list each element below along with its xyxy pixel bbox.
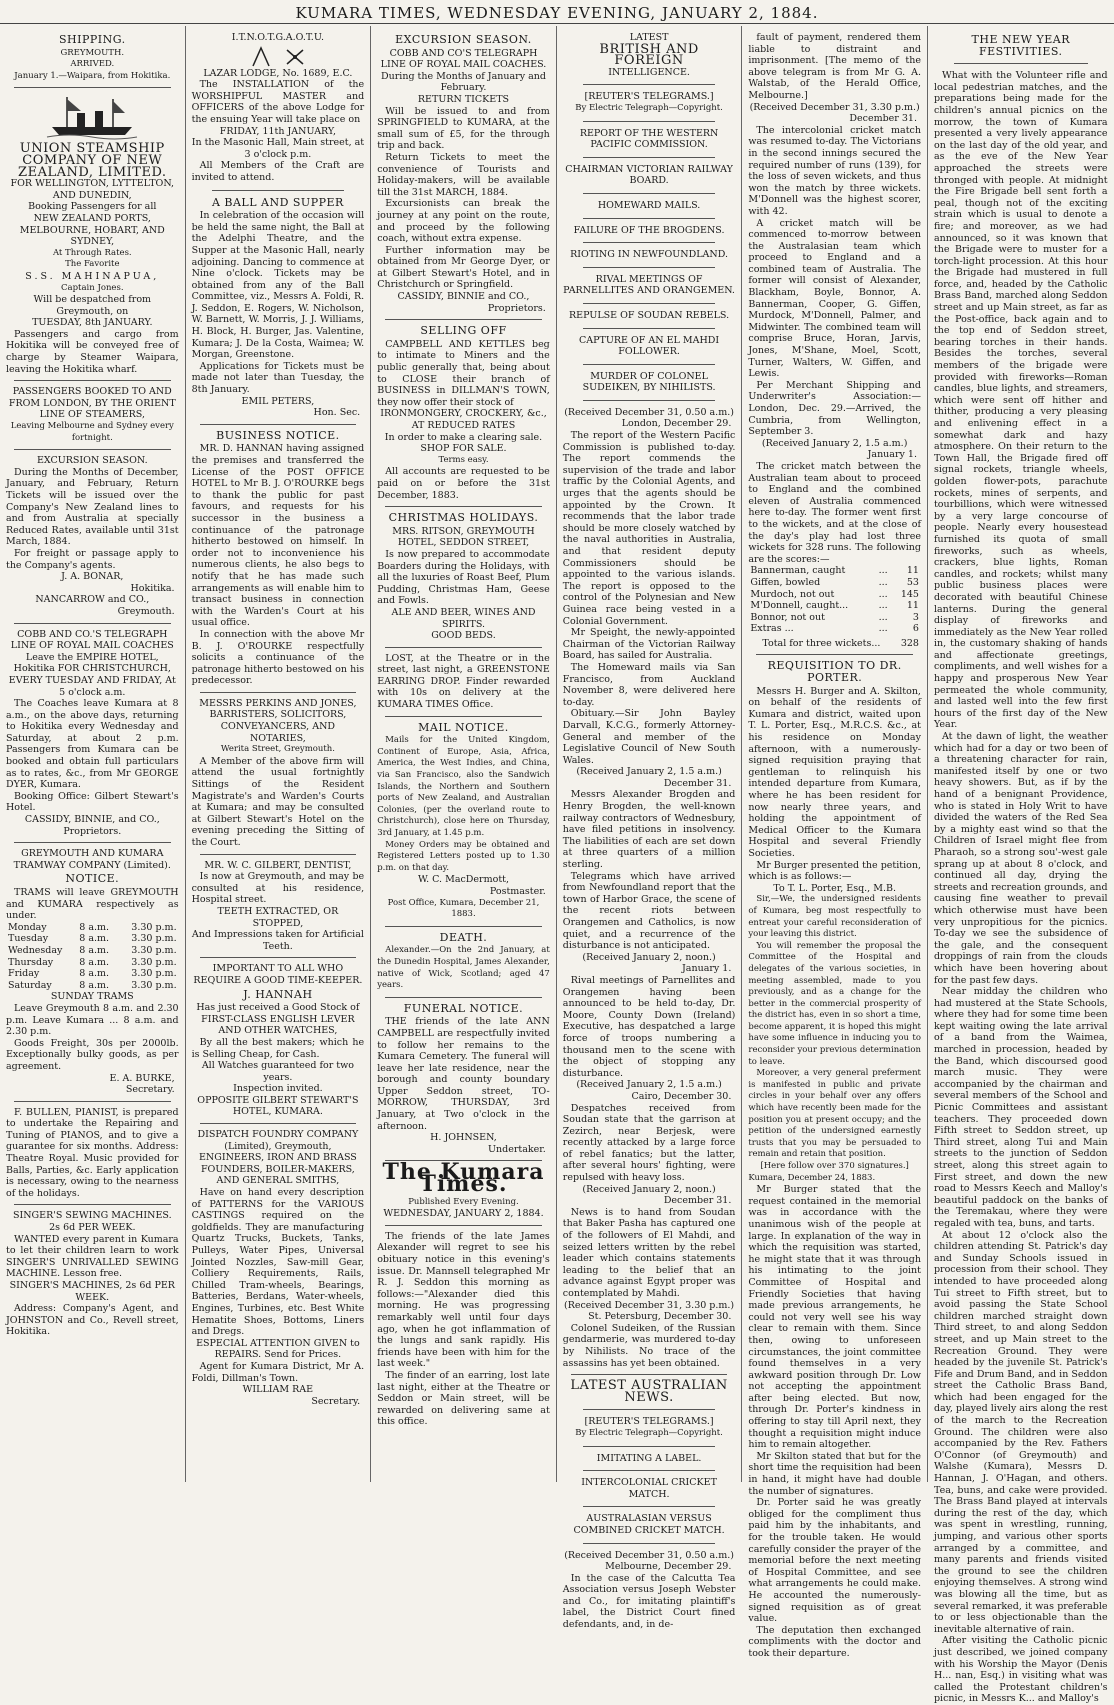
teeth-heading: TEETH EXTRACTED, OR STOPPED, (217, 905, 339, 929)
lodge-acronym: I.T.N.O.T.G.A.O.T.U. (231, 32, 324, 43)
usco-favorite: The Favorite (65, 259, 120, 270)
good-beds: GOOD BEDS. (431, 630, 496, 642)
column-4 (557, 26, 743, 1631)
masonic-emblem-icon (243, 44, 313, 68)
news-para-11: In the case of the Calcutta Tea Association versus Joseph Webster and Co., for imitating plaintiff's label, the District Court fined defendants, and, in de- (562, 1572, 736, 1631)
dispatch-agent: Agent for Kumara District, Mr A. Foldi, Dillman's Town. (191, 1360, 365, 1384)
funeral-signature-title: Undertaker. (488, 1143, 546, 1155)
timetable-row (6, 957, 179, 969)
received-3: (Received January 2, noon.) (582, 951, 716, 963)
business-heading: BUSINESS NOTICE. (216, 428, 340, 442)
timetable-cell: 3.30 p.m. (131, 944, 177, 956)
dateline-1: London, December 29. (621, 418, 732, 430)
by-telegraph-2: By Electric Telegraph—Copyright. (575, 1427, 723, 1438)
column-3 (371, 26, 557, 1482)
arrival-entry: January 1.—Waipara, from Hokitika. (14, 70, 171, 81)
festivities-heading: THE NEW YEAR FESTIVITIES. (971, 33, 1070, 58)
score-cell: 11 (906, 565, 919, 577)
news-head-1: REPORT OF THE WESTERN PACIFIC COMMISSION. (579, 127, 719, 151)
score-cell: 6 (912, 623, 919, 635)
death-heading: DEATH. (439, 930, 488, 944)
lost-notice: LOST, at the Theatre or in the street, last night, a GREENSTONE EARRING DROP. Finder rewarded with 10s on delivery at the KUMARA TIMES Office. (377, 652, 550, 711)
timetable-cell: 3.30 p.m. (131, 979, 177, 991)
ball-signature: EMIL PETERS, (241, 395, 315, 407)
received-5: (Received January 2, noon.) (582, 1183, 716, 1195)
timetable-cell: 8 a.m. (79, 968, 110, 980)
timetable-cell: 3.30 p.m. (131, 968, 177, 980)
steamship-icon (47, 93, 137, 139)
req-para-5: Moreover, a very general preferment is manifested in public and private circles in your behalf over any offers which have recently been made for the position you at present occupy; and the petition of the undersigned earnestly trusts that you may be persuaded to remain and retain that position. (748, 1068, 921, 1160)
tramway-heading: GREYMOUTH AND KUMARA TRAMWAY COMPANY (Limited). (13, 848, 171, 871)
intelligence-label: INTELLIGENCE. (608, 66, 690, 78)
ball-heading: A BALL AND SUPPER (211, 195, 344, 209)
score-row (748, 589, 921, 601)
score-cell: 53 (906, 576, 919, 588)
timetable-row (6, 922, 179, 934)
score-cell: ... (878, 611, 888, 623)
tram-text: TRAMS will leave GREYMOUTH and KUMARA respectively as under. (6, 887, 179, 922)
score-row (748, 612, 921, 624)
australian-news-heading: LATEST AUSTRALIAN NEWS. (570, 1378, 728, 1405)
req-para-6: Mr Burger stated that the request contained in the memorial was in accordance with the unanimous wish of the people at large. In explanation of the way in which the requisition was started, he might state that it was through his intimating to the joint Committee of Hospital and Friendly Societies that having made previous arrangements, he could not very well see his way clear to remain with them. Since then, owing to unforeseen circumstances, the joint committee found themselves in a very awkward position through Dr. Low not accepting the appointment after being elected. But now, through Dr. Porter's kindness in offering to stay till April next, they thought a requisition might induce him to remain altogether. (748, 1184, 921, 1451)
dispatch-signature: WILLIAM RAE (242, 1384, 314, 1396)
ritson-heading: MRS. RITSON, GREYMOUTH HOTEL, SEDDON STREET, (392, 525, 535, 549)
reuters-label-2: [REUTER'S TELEGRAMS.] (584, 1416, 714, 1428)
timetable-cell: 3.30 p.m. (131, 956, 177, 968)
issue-date: WEDNESDAY, JANUARY 2, 1884. (383, 1208, 544, 1220)
news-head-8: CAPTURE OF AN EL MAHDI FOLLOWER. (579, 334, 720, 358)
timetable-cell: Wednesday (8, 944, 63, 956)
dateline-4: Cairo, December 30. (631, 1090, 732, 1102)
masthead: KUMARA TIMES, WEDNESDAY EVENING, JANUARY 2, 1884. (0, 0, 1114, 24)
cont-para-2: The intercolonial cricket match was resumed to-day. The Victorians in the second innings secured the required number of runs (139), for the loss of seven wickets, and thus won the match by three wickets. M'Donnell was the highest scorer, with 42. (748, 124, 921, 217)
agent-1-loc: Hokitika. (130, 582, 175, 594)
usco-despatch: Will be despatched from Greymouth, on (33, 294, 152, 317)
usco-title: UNION STEAMSHIP COMPANY OF NEW ZEALAND, LIMITED. (18, 141, 167, 180)
cobb-heading: COBB AND CO'S TELEGRAPH LINE OF ROYAL MAIL COACHES. (380, 47, 547, 71)
latest-label: LATEST (629, 32, 669, 43)
captain: Captain Jones. (61, 282, 124, 293)
fest-para-5: After visiting the Catholic picnic just described, we joined company with his Worship the Mayor (Denis H... nan, Esq.) in visiting what was called the Protestant children's picnic, in Messrs K... and Malloy's (933, 1635, 1108, 1705)
cobb-office: Booking Office: Gilbert Stewart's Hotel. (6, 790, 179, 814)
received-6: (Received December 31, 3.30 p.m.) (564, 1299, 735, 1311)
req-para-1: Messrs H. Burger and A. Skilton, on behalf of the residents of Kumara and district, waited upon T. L. Porter, Esq., M.R.C.S. &c., at his residence on Monday afternoon, with a numerously-signed requisition praying that gentleman to relinquish his intended departure from Kumara, where he has been resident for now nearly three years, and holding the appointment of Medical Officer to the Kumara Hospital and several Friendly Societies. (748, 685, 921, 859)
accounts: All accounts are requested to be paid on or before the 31st December, 1883. (377, 466, 550, 501)
selling-ironmongery: IRONMONGERY, CROCKERY, &c., AT REDUCED RATES (380, 408, 547, 431)
mail-heading: MAIL NOTICE. (418, 720, 509, 734)
death-text: Alexander.—On the 2nd January, at the Dunedin Hospital, James Alexander, native of Wick, Scotland; aged 47 years. (377, 945, 550, 991)
score-cell: ... (878, 600, 888, 612)
shipping-heading: SHIPPING. (58, 33, 126, 46)
dispatch-signature-title: Secretary. (311, 1395, 361, 1407)
excursion-text: During the Months of December, January, and February, Return Tickets will be issued over the Company's New Zealand lines to and from Australia at specially Reduced Rates, available until 31st March, 1884. (6, 466, 179, 548)
by-telegraph: By Electric Telegraph—Copyright. (575, 102, 723, 113)
tram-signature: E. A. BURKE, (109, 1072, 175, 1084)
agent-2-loc: Greymouth. (117, 605, 175, 617)
news-para-4: Obituary.—Sir John Bayley Darvall, K.C.G., formerly Attorney-General and member of the Legislative Council of New South Wales. (562, 708, 736, 766)
cont-para-5: The cricket match between the Australian team about to proceed to England and the combined eleven of Australia commenced here to-day. The former went first to the wickets, and at the close of the day's play had lost three wickets for 328 runs. The following are the scores:— (748, 460, 921, 565)
news-para-7: Rival meetings of Parnellites and Orangemen having been announced to be held to-day, Dr. Moore, County Down (Ireland) Executive, has despatched a large force of troops numbering a thousand men to the scene with the object of stopping any disturbance. (562, 974, 736, 1079)
singer-price: 2s 6d PER WEEK. (49, 1222, 136, 1234)
shop-for-sale: SHOP FOR SALE. (420, 443, 507, 455)
usco-ports: NEW ZEALAND PORTS, MELBOURNE, HOBART, AND SYDNEY, (19, 212, 165, 248)
hannah-text: Has just received a Good Stock of FIRST-CLASS ENGLISH LEVER AND OTHER WATCHES, (196, 1002, 360, 1037)
agent-1: J. A. BONAR, (61, 571, 124, 583)
hannah-text-2: By all the best makers; which he is Selling Cheap, for Cash. (191, 1036, 365, 1060)
timetable-cell: Friday (8, 968, 40, 980)
news-para-8: Despatches received from Soudan state that the garrison at Zezirch, near Berjesk, were recently attacked by a large force of rebel fanatics; but the latter, after several hours' fighting, were repulsed with heavy loss. (562, 1102, 736, 1184)
selling-text: CAMPBELL AND KETTLES beg to intimate to Miners and the public generally that, being about to CLOSE their branch of BUSINESS in DILLMAN'S TOWN, they now offer their stock of (377, 338, 550, 408)
reuters-label: [REUTER'S TELEGRAMS.] (584, 91, 714, 103)
news-para-6: Telegrams which have arrived from Newfoundland report that the town of Harbor Grace, the scene of the recent riots between Orangemen and Catholics, is now quiet, and a recurrence of the disturbance is not anticipated. (562, 870, 736, 952)
tram-timetable (6, 922, 179, 992)
column-2 (186, 26, 372, 1482)
news-head-5: RIOTING IN NEWFOUNDLAND. (570, 249, 729, 261)
dispatch-heading: DISPATCH FOUNDRY COMPANY (Limited), Greymouth, ENGINEERS, IRON AND BRASS FOUNDERS, BOILER-MAKERS, AND GENERAL SMITHS, (197, 1129, 359, 1187)
req-para-7: Mr Skilton stated that but for the short time the requisition had been in hand, it might have had double the number of signatures. (748, 1450, 921, 1497)
dateline-6: St. Petersburg, December 30. (588, 1311, 732, 1323)
teeth-text: And Impressions taken for Artificial Teeth. (191, 929, 364, 952)
fest-para-4: At about 12 o'clock also the children attending St. Patrick's day and Sunday Schools issued in procession from their school. They intended to have proceeded along Tui street to Fifth street, but to avoid passing the State School children marched straight down Third street, to and along Seddon street, and up Main street to the Recreation Ground. They were headed by the juvenile St. Patrick's Fife and Drum Band, and in Seddon street the Catholic Brass Band, which had been engaged for the day, played lively airs along the rest of the march to the Recreation Ground. The children were also accompanied by the Rev. Fathers O'Connor (of Greymouth) and Walshe (Kumara), Messrs D. Hannan, J. O'Hagan, and others. Tea, buns, and cake were provided. The Brass Band played at intervals during the rest of the day, which was spent in wrestling, running, jumping, and various other sports arranged by a committee, and many parents and friends visited the ground to see the children enjoying themselves. A strong wind was blowing all the time, but as several remarked, it was preferable to or less objectionable than the inevitable alternative of rain. (933, 1229, 1108, 1635)
req-para-9: The deputation then exchanged compliments with the doctor and took their departure. (748, 1624, 921, 1659)
install-date: FRIDAY, 11th JANUARY, (219, 125, 336, 137)
excursion-heading: EXCURSION SEASON. (395, 33, 532, 46)
usco-booking: Booking Passengers for all (28, 201, 157, 213)
editorial-text-2: The finder of an earring, lost late last night, either at the Theatre or Seddon or Main street, will be rewarded on delivering same at this office. (377, 1369, 550, 1428)
received-7: (Received December 31, 0.50 a.m.) (564, 1549, 734, 1561)
ball-application: Applications for Tickets must be made not later than Tuesday, the 8th January. (191, 360, 365, 396)
timetable-cell: 3.30 p.m. (131, 933, 177, 945)
timetable-cell: Monday (8, 921, 47, 933)
inspection: Inspection invited. (233, 1083, 323, 1095)
orient-heading: PASSENGERS BOOKED TO AND FROM LONDON, BY THE ORIENT LINE OF STEAMERS, (8, 386, 176, 421)
mail-signature: W. C. MacDermott, (417, 874, 509, 886)
funeral-heading: FUNERAL NOTICE. (403, 1001, 524, 1015)
fest-para-3: Near midday the children who had mustered at the State Schools, where they had for some time been kept waiting owing the late arrival of a band from the Waimea, marched in procession, headed by the Band, which discoursed good march music. They were accompanied by the chairman and several members of the School and Picnic Committees and assistant teachers. They proceeded down Fifth street to Seddon street, up Third street, along Tui and Main streets to the junction of Seddon street, along this street again to First street, and down the new road to Messrs Keech and Malloy's beautiful paddock on the banks of the Teremakau, where they were regaled with tea, buns, and tarts. (933, 986, 1108, 1229)
timetable-cell: Tuesday (8, 933, 49, 945)
singer-address: Address: Company's Agent, and JOHNSTON and Co., Revell street, Hokitika. (6, 1303, 179, 1338)
score-cell: Bonnor, not out (750, 611, 825, 623)
dispatch-repairs: ESPECIAL ATTENTION GIVEN to REPAIRS. Send for Prices. (196, 1337, 360, 1361)
req-para-2: Mr Burger presented the petition, which is as follows:— (748, 859, 921, 883)
cobb-months: During the Months of January and February. (381, 70, 546, 94)
score-cell: Giffen, bowled (750, 576, 821, 588)
timetable-cell: 8 a.m. (79, 944, 110, 956)
score-row (748, 623, 921, 635)
received-1: (Received December 31, 0.50 a.m.) (564, 406, 734, 418)
return-signature: CASSIDY, BINNIE and CO., (397, 291, 530, 303)
news-para-5: Messrs Alexander Brogden and Henry Brogden, the well-known railway contractors of Wednesbury, have filed petitions in insolvency. The liabilities of each are set down at three quarters of a million sterling. (562, 789, 736, 871)
usco-date: TUESDAY, 8th JANUARY. (32, 317, 153, 329)
signatures: [Here follow over 370 signatures.] (760, 1161, 909, 1171)
dateline-2: December 31. (663, 777, 732, 789)
perkins-heading: MESSRS PERKINS AND JONES, BARRISTERS, SOLICITORS, CONVEYANCERS, AND NOTARIES, (199, 697, 357, 744)
mail-signature-title: Postmaster. (489, 885, 546, 897)
terms: Terms easy. (438, 454, 489, 465)
editorial-text: The friends of the late James Alexander will regret to see his obituary notice in this evening's issue. Dr. Mannsell telegraphed Mr R. J. Seddon this morning as follows:—"Alexander died this morning. He was progressing remarkably well until four days ago, when he got inflammation of the lungs and sank rapidly. His friends have been with him for the last week." (377, 1230, 550, 1370)
mail-location: Post Office, Kumara, December 21, 1883. (387, 897, 540, 920)
cobb-signature: CASSIDY, BINNIE, and CO., Proprietors. (24, 814, 160, 837)
score-cell: ... (878, 623, 888, 635)
score-cell: ... (878, 588, 888, 600)
selling-text-2: In order to make a clearing sale. (384, 431, 543, 443)
business-text-2: In connection with the above Mr B. J. O'ROURKE respectfully solicits a continuance of the patronage hitherto bestowed on his predecessor. (191, 628, 365, 687)
australasian-head: AUSTRALASIAN VERSUS COMBINED CRICKET MATCH. (573, 1513, 725, 1536)
lodge-name: LAZAR LODGE, No. 1689, E.C. (203, 67, 353, 79)
signatures-location: Kumara, December 24, 1883. (748, 1172, 876, 1183)
usco-rates: At Through Rates. (52, 247, 132, 258)
timetable-cell: 8 a.m. (79, 921, 110, 933)
ball-text: In celebration of the occasion will be held the same night, the Ball at the Adelphi Theatre, and the Supper at the Masonic Hall, nearly adjoining. Dancing to commence at Nine o'clock. Tickets may be obtained from any of the Ball Committee, viz., Messrs A. Foldi, R. J. Seddon, E. Rogers, W. Nicholson, W. Barnett, W. Morris, J. J. Williams, H. Block, H. Burger, Jas. Valentine, Kumara; J. De la Costa, Waimea; W. Morgan, Greenstone. (191, 210, 365, 361)
notice-heading: NOTICE. (65, 872, 120, 886)
return-signature-title: Proprietors. (487, 302, 546, 314)
news-head-9: MURDER OF COLONEL SUDEIKEN, BY NIHILISTS. (582, 370, 716, 394)
dateline-5: December 31. (663, 1195, 732, 1207)
install-invite: All Members of the Craft are invited to attend. (191, 160, 365, 183)
score-cell: 3 (912, 611, 919, 623)
timetable-cell: 8 a.m. (79, 979, 110, 991)
british-foreign-heading: BRITISH AND FOREIGN (599, 41, 699, 69)
dateline-2: January 1. (867, 449, 917, 461)
cont-para-1: fault of payment, rendered them liable to distraint and imprisonment. [The memo of the above telegram is from Mr G. A. Walstab, of the Herald Office, Melbourne.] (748, 32, 921, 101)
sunday-heading: SUNDAY TRAMS (50, 991, 134, 1003)
singer-text: WANTED every parent in Kumara to let their children learn to work SINGER'S UNRIVALLED SEWING MACHINE. Lesson free. (6, 1233, 179, 1280)
cont-para-4: Per Merchant Shipping and Underwriter's Association:—London, Dec. 29.—Arrived, the Cumbria, from Wellington, September 3. (748, 379, 921, 438)
return-text-2: Return Tickets to meet the convenience of Tourists and Holiday-makers, will be available till the 31st MARCH, 1884. (377, 151, 550, 198)
arrived-label: ARRIVED. (70, 59, 115, 70)
column-6 (928, 26, 1114, 1705)
install-text: The INSTALLATION of the WORSHIPFUL MASTER and OFFICERS of the above Lodge for the ensuing Year will take place on (191, 79, 365, 125)
opposite: OPPOSITE GILBERT STEWART'S HOTEL, KUMARA. (197, 1094, 359, 1118)
usco-passengers: Passengers and cargo from Hokitika will be conveyed free of charge by Steamer Waipara, leaving the Hokitika wharf. (6, 328, 179, 375)
score-cell: Bannerman, caught (750, 565, 846, 577)
cont-para-3: A cricket match will be commenced to-morrow between the Australasian team which proceed to England and a combined team of Australia. The former will consist of Alexander, Blackham, Boyle, Bonnor, A. Bannerman, Cooper, G. Giffen, Murdock, M'Donnell, Palmer, and Midwinter. The combined team will comprise Bruce, Horan, Jarvis, Jones, M'Shane, Moel, Scott, Turner, Walters, W. Giffen, and Lewis. (748, 217, 921, 380)
columns (0, 26, 1114, 1705)
perkins-location: Werita Street, Greymouth. (220, 744, 335, 755)
timetable-cell: Saturday (8, 979, 52, 991)
timetable-row (6, 933, 179, 945)
received-2: (Received January 2, 1.5 a.m.) (576, 766, 722, 778)
column-1 (0, 26, 186, 1482)
dateline-7: Melbourne, December 29. (605, 1561, 732, 1573)
gilbert-text: Is now at Greymouth, and may be consulted at his residence, Hospital street. (191, 871, 365, 906)
news-head-2: CHAIRMAN VICTORIAN RAILWAY BOARD. (565, 163, 733, 187)
usco-routes: FOR WELLINGTON, LYTTELTON, AND DUNEDIN, (10, 178, 175, 201)
mail-text-2: Money Orders may be obtained and Registered Letters posted up to 1.30 p.m. on that day. (377, 839, 550, 873)
news-head-6: RIVAL MEETINGS OF PARNELLITES AND ORANGEMEN. (563, 273, 735, 297)
score-table (748, 565, 921, 635)
timetable-row (6, 968, 179, 980)
req-para-4: You will remember the proposal the Committee of the Hospital and delegates of the various societies, in meeting assembled, made to you previously, and as a change for the better in the commercial prosperity of the district has, even in so short a time, become apparent, it is hoped this might have some influence in inducing you to reconsider your previous determination to leave. (748, 940, 921, 1067)
return-text-4: Further information may be obtained from Mr George Dyer, or at Gilbert Stewart's Hotel, and in Christchurch or Springfield. (377, 244, 550, 291)
funeral-text: THE friends of the late ANN CAMPBELL are respectfully invited to follow her remains to the Kumara Cemetery. The funeral will leave her late residence, near the borough and county boundary Upper Seddon street, TO-MORROW, THURSDAY, 3rd January, at Two o'clock in the afternoon. (377, 1016, 550, 1132)
score-cell: 11 (906, 600, 919, 612)
selling-heading: SELLING OFF (420, 324, 507, 338)
timetable-cell: Thursday (8, 956, 54, 968)
cobb-days: EVERY TUESDAY AND FRIDAY, At 5 o'clock a.m. (8, 674, 176, 698)
christmas-heading: CHRISTMAS HOLIDAYS. (388, 511, 539, 525)
total-value: 328 (900, 637, 919, 649)
news-para-9: News is to hand from Soudan that Baker Pasha has captured one of the followers of El Mahdi, and seized letters written by the rebel leader which contains statements leading to the belief that an advance against Egypt proper was contemplated by Mahdi. (562, 1206, 736, 1299)
port-name: GREYMOUTH. (60, 47, 125, 58)
timetable-cell: 8 a.m. (79, 933, 110, 945)
tram-signature-title: Secretary. (125, 1084, 175, 1096)
ritson-text: Is now prepared to accommodate Boarders during the Holidays, with all the luxuries of Roast Beef, Plum Pudding, Christmas Ham, Geese and Fowls. (377, 548, 550, 607)
fest-para-2: At the dawn of light, the weather which had for a day or two been of a threatening character for rain, manifested itself by one or two heavy showers. But, as if by the hand of a benignant Providence, who is stated in Holy Writ to have divided the waters of the Red Sea by a mighty east wind so that the Children of Israel might flee from Pharaoh, so a strong sou'-west gale sprang up at about 8 o'clock, and continued all day, drying the streets and recreation grounds, and causing fine weather to prevail which otherwise must have been very unpropitious for the picnics. To-day we see the subsidence of the gale, and the consequent droppings of rain from the clouds which have been hovering about for the past few days. (933, 731, 1108, 986)
score-row (748, 600, 921, 612)
news-head-3: HOMEWARD MAILS. (597, 199, 701, 211)
news-para-1: The report of the Western Pacific Commission is published to-day. The report commends the supervision of the trade and labor traffic by the Colonial Agents, and urges that the agents should be appointed by the Crown. It recommends that the labor trade should be more closely watched by the naval authorities in Australia, and that resident deputy Commissioners should be appointed to the various islands. The report is opposed to the control of the Polynesian and New Guinea race being vested in a Colonial Government. (562, 430, 736, 627)
score-row (748, 577, 921, 589)
mail-text: Mails for the United Kingdom, Continent of Europe, Asia, Africa, America, the West Indies, and China, via San Francisco, also the Sandwich Islands, the Northern and Southern ports of New Zealand, and Australian Colonies, (per the overland route to Christchurch), close here on Thursday, 3rd January, at 1.45 p.m. (377, 735, 550, 838)
hannah-name: J. HANNAH (243, 987, 313, 1001)
funeral-signature: H. JOHNSEN, (430, 1132, 497, 1144)
timetable-cell: 3.30 p.m. (131, 921, 177, 933)
score-cell: Extras ... (750, 623, 794, 635)
req-para-8: Dr. Porter said he was greatly obliged for the compliment thus paid him by the inhabitants, and for the trouble taken. He would carefully consider the prayer of the memorial before the next meeting of Hospital Committee, and see what arrangements he could make. He accounted the numerously-signed requisition as of great value. (748, 1497, 921, 1625)
received-1: (Received December 31, 3.30 p.m.) (749, 101, 920, 113)
received-2: (Received January 2, 1.5 a.m.) (761, 437, 908, 449)
newspaper-title: The Kumara Times. (382, 1159, 545, 1198)
orient-text: Leaving Melbourne and Sydney every fortnight. (10, 421, 174, 443)
column-5 (742, 26, 928, 1659)
req-to: To T. L. Porter, Esq., M.B. (773, 882, 896, 894)
dateline-3: January 1. (682, 963, 732, 975)
perkins-text: A Member of the above firm will attend the usual fortnightly Sittings of the Resident Magistrate's and Warden's Courts at Kumara; and may be consulted at Gilbert Stewart's Hotel on the evening preceding the Sitting of the Court. (191, 755, 365, 848)
agent-2: NANCARROW and CO., (35, 594, 150, 606)
fest-para-1: What with the Volunteer rifle and local pedestrian matches, and the preparations being made for the children's annual picnics on the morrow, the town of Kumara presented a very lively appearance on the last day of the old year, and as the eve of the New Year approached the streets were thronged with people. At midnight the Fire Brigade bell sent forth a peal, though not of the exciting strain which is usual to denote a fire; and moreover, as we had announced, so it was known that the Brigade were to muster for a torch-light procession. At this hour the Brigade had mustered in full force, and, headed by the Catholic Brass Band, marched along Seddon street and up Main street, as far as the Post-office, back again and to the top end of Seddon street, bearing torches in their hands. Besides the torches, several members of the brigade were provided with fireworks—Roman candles, blue lights, and streamers, which were sent off hither and thither, producing a very pleasing and enlivening effect in a somewhat dark and hazy atmosphere. On their return to the Town Hall, the Brigade fired off signal rockets, triangle wheels, golden flower-pots, parachute rockets, mines of serpents, and tourbillions, which were witnessed by a very large concourse of people. Nearly every housestead furnished its quota of small fireworks, such as wheels, crackers, blue lights, Roman candles, and rockets; whilst many public business places were decorated with beautiful Chinese lanterns. During the general display of fireworks and immediately as the New Year rolled in, the customary shaking of hands and affectionate greetings, compliments, and well wishes for a happy and prosperous New Year permeated the whole community, and lasted well into the few first hours of the first day of the New Year. (933, 70, 1108, 731)
total-label: Total for three wickets... (762, 637, 881, 649)
return-text: Will be issued to and from SPRINGFIELD to KUMARA, at the small sum of £5, for the through trip and back. (377, 105, 550, 152)
business-text: MR. D. HANNAN having assigned the premises and transferred the License of the POST OFFICE HOTEL to Mr B. J. O'ROURKE begs to thank the public for past favours, and requests for his successor in the business a continuance of the patronage hitherto bestowed on himself. In order not to inconvenience his numerous clients, he also begs to notify that he has made such arrangements as will enable him to transact business in connection with the Warden's Court at his usual office. (191, 443, 365, 629)
score-cell: ... (878, 565, 888, 577)
excursion-heading: EXCURSION SEASON. (36, 455, 148, 467)
freight-text: For freight or passage apply to the Company's agents. (6, 547, 179, 571)
goods-text: Goods Freight, 30s per 2000lb. Exceptionally bulky goods, as per agreement. (6, 1037, 179, 1072)
install-location: In the Masonic Hall, Main street, at 3 o'clock p.m. (191, 137, 365, 160)
score-row (748, 565, 921, 577)
important-heading: IMPORTANT TO ALL WHO REQUIRE A GOOD TIME-KEEPER. (193, 963, 363, 986)
timetable-row (6, 945, 179, 957)
score-cell: 145 (900, 588, 919, 600)
singer-2: SINGER'S MACHINES, 2s 6d PER WEEK. (9, 1280, 175, 1303)
timetable-row (6, 980, 179, 992)
published: Published Every Evening. (408, 1196, 519, 1207)
cricket-match-head: INTERCOLONIAL CRICKET MATCH. (581, 1477, 717, 1500)
requisition-heading: REQUISITION TO DR. PORTER. (767, 659, 902, 685)
ship-name: S.S. MAHINAPUA, (25, 270, 160, 282)
news-para-2: Mr Speight, the newly-appointed Chairman of the Victorian Railway Board, has sailed for Australia. (562, 627, 736, 662)
return-text-3: Excursionists can break the journey at any point on the route, and proceed by the following coach, without extra expense. (377, 198, 550, 245)
req-para-3: Sir,—We, the undersigned residents of Kumara, beg most respectfully to entreat your careful reconsideration of your leaving this district. (748, 894, 921, 940)
ale: ALE AND BEER, WINES AND SPIRITS. (391, 606, 536, 630)
received-4: (Received January 2, 1.5 a.m.) (576, 1079, 722, 1091)
score-total (748, 638, 921, 650)
cobb-leave: Leave the EMPIRE HOTEL, Hokitika FOR CHRISTCHURCH, (13, 651, 171, 675)
score-cell: M'Donnell, caught... (750, 600, 849, 612)
imitating-label: IMITATING A LABEL. (596, 1452, 702, 1464)
news-head-7: REPULSE OF SOUDAN REBELS. (569, 309, 730, 321)
ball-signature-title: Hon. Sec. (313, 407, 361, 419)
gilbert-heading: MR. W. C. GILBERT, DENTIST, (204, 859, 352, 871)
cobb-heading: COBB AND CO.'S TELEGRAPH LINE OF ROYAL MAIL COACHES (10, 628, 174, 652)
hannah-text-3: All Watches guaranteed for two years. (201, 1060, 354, 1083)
singer-heading: SINGER'S SEWING MACHINES. (12, 1210, 172, 1222)
news-para-10: Colonel Sudeiken, of the Russian gendarmerie, was murdered to-day by Nihilists. No trace of the assassins has yet been obtained. (562, 1322, 736, 1369)
sunday-text: Leave Greymouth 8 a.m. and 2.30 p.m. Leave Kumara ... 8 a.m. and 2.30 p.m. (6, 1002, 179, 1038)
news-head-4: FAILURE OF THE BROGDENS. (573, 224, 725, 236)
dateline-1: December 31. (849, 113, 917, 125)
cobb-text: The Coaches leave Kumara at 8 a.m., on the above days, returning to Hokitika every Wednesday and Saturday, at about 2 p.m. Passengers from Kumara can be booked and obtain full particulars as to rates, &c., from Mr GEORGE DYER, Kumara. (6, 698, 179, 791)
dispatch-text: Have on hand every description of PATTERNS for the VARIOUS CASTINGS required on the goldfields. They are manufacturing Quartz Trucks, Buckets, Tanks, Pulleys, Water Pipes, Universal Jointed Nozzles, Saw-mill Gear, Colliery Requirements, Rails, Chilled Tram-wheels, Bearings, Batteries, Berdans, Water-wheels, Engines, Turbines, etc. Best White Hematite Shoes, Bottoms, Liners and Dregs. (191, 1187, 365, 1338)
return-tickets: RETURN TICKETS (417, 93, 510, 105)
news-para-3: The Homeward mails via San Francisco, from Auckland November 8, were delivered here to-day. (562, 661, 736, 708)
bullen-notice: F. BULLEN, PIANIST, is prepared to undertake the Repairing and Tuning of PIANOS, and to give a guarantee for six months. Address: Theatre Royal. Music provided for Balls, Parties, &c. Early application is necessary, owing to the nearness of the holidays. (6, 1106, 179, 1199)
score-cell: Murdoch, not out (750, 588, 835, 600)
score-cell: ... (878, 576, 888, 588)
timetable-cell: 8 a.m. (79, 956, 110, 968)
